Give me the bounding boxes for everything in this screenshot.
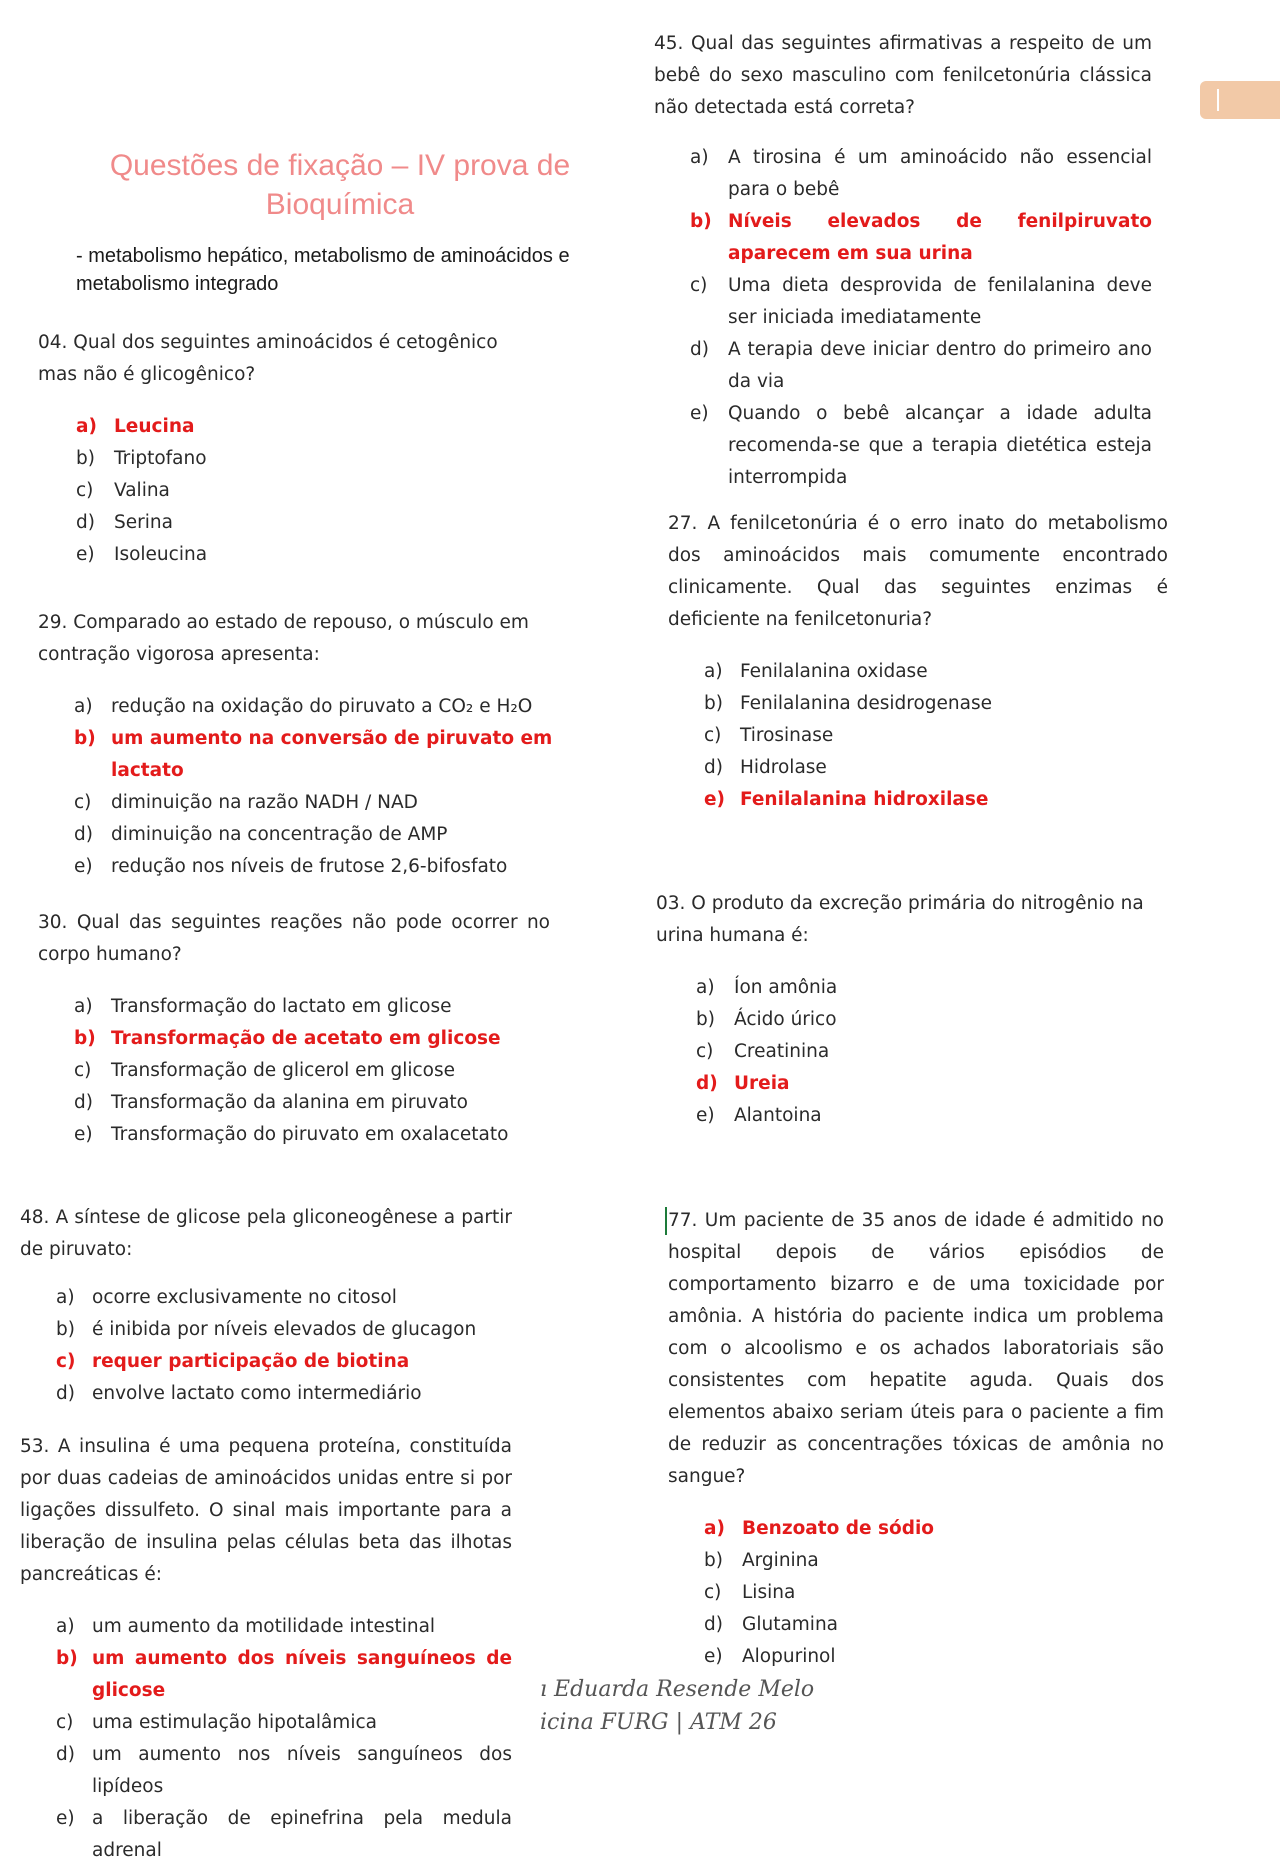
option-text: um aumento dos níveis sanguíneos de glicose: [92, 1648, 512, 1701]
option-letter: a): [56, 1287, 75, 1308]
options-list: [74, 691, 558, 883]
option-letter: b): [704, 1550, 723, 1571]
option-letter: a): [704, 661, 723, 682]
option-text: envolve lactato como intermediário: [92, 1383, 422, 1404]
options-list: [696, 972, 1166, 1132]
option-text: diminuição na razão NADH / NAD: [111, 792, 418, 813]
option-text: ocorre exclusivamente no citosol: [92, 1287, 397, 1308]
option-letter: d): [74, 1092, 93, 1113]
question-27: [668, 508, 1168, 816]
option-text: Triptofano: [114, 448, 207, 469]
option-letter: e): [76, 544, 95, 565]
answer-option: [76, 539, 538, 571]
answer-option: [76, 443, 538, 475]
answer-option: [56, 1282, 512, 1314]
option-letter: a): [74, 696, 93, 717]
answer-option: [696, 1068, 1166, 1100]
question-stem: 77. Um paciente de 35 anos de idade é admitido no hospital depois de vários episódios de comportamento bizarro e de uma toxicidade por amônia. A história do paciente indica um problema com o alcoolismo e os achados laboratoriais são consistentes com hepatite aguda. Quais dos elementos abaixo seriam úteis para o paciente a fim de reduzir as concentrações tóxicas de amônia no sangue?: [668, 1210, 1164, 1487]
answer-option: [704, 656, 1168, 688]
option-letter: e): [690, 403, 709, 424]
question-30: [38, 907, 550, 1151]
answer-option: [56, 1611, 512, 1643]
answer-option: [704, 1513, 1164, 1545]
answer-option: [704, 752, 1168, 784]
question-stem: 27. A fenilcetonúria é o erro inato do metabolismo dos aminoácidos mais comumente encontrado clinicamente. Qual das seguintes enzimas é deficiente na fenilcetonuria?: [668, 513, 1168, 630]
answer-option: [76, 411, 538, 443]
option-text: a liberação de epinefrina pela medula adrenal: [92, 1808, 512, 1861]
options-list: [76, 411, 538, 571]
answer-option: [74, 1087, 550, 1119]
option-letter: d): [74, 824, 93, 845]
option-letter: c): [690, 275, 708, 296]
option-letter: b): [56, 1319, 75, 1340]
option-text: uma estimulação hipotalâmica: [92, 1712, 377, 1733]
options-list: [56, 1611, 512, 1867]
answer-option: [704, 784, 1168, 816]
answer-option: [704, 688, 1168, 720]
option-letter: d): [696, 1073, 718, 1094]
question-stem: 03. O produto da excreção primária do nitrogênio na urina humana é:: [656, 893, 1144, 946]
question-53: [20, 1431, 512, 1867]
question-03: [656, 888, 1166, 1132]
option-letter: b): [74, 1028, 96, 1049]
option-letter: d): [56, 1744, 75, 1765]
option-text: Níveis elevados de fenilpiruvato aparecem em sua urina: [728, 211, 1152, 264]
option-text: Transformação de acetato em glicose: [111, 1028, 501, 1049]
option-text: um aumento da motilidade intestinal: [92, 1616, 436, 1637]
option-letter: d): [704, 757, 723, 778]
option-letter: a): [76, 416, 97, 437]
option-text: Isoleucina: [114, 544, 208, 565]
option-letter: a): [56, 1616, 75, 1637]
option-text: Ureia: [734, 1073, 790, 1094]
option-text: A tirosina é um aminoácido não essencial para o bebê: [728, 147, 1152, 200]
option-text: Valina: [114, 480, 170, 501]
option-letter: e): [56, 1808, 75, 1829]
page-subtitle: - metabolismo hepático, metabolismo de aminoácidos e metabolismo integrado: [76, 245, 570, 295]
question-48: [20, 1202, 512, 1410]
option-letter: d): [56, 1383, 75, 1404]
question-stem: 45. Qual das seguintes afirmativas a respeito de um bebê do sexo masculino com fenilcetonúria clássica não detectada está correta?: [654, 33, 1152, 118]
options-list: [704, 1513, 1164, 1673]
question-stem: 53. A insulina é uma pequena proteína, constituída por duas cadeias de aminoácidos unidas entre si por ligações dissulfeto. O sinal mais importante para a liberação de insulina pelas células beta das ilhotas pancreáticas é:: [20, 1436, 512, 1585]
options-list: [74, 991, 550, 1151]
answer-option: [74, 691, 558, 723]
answer-option: [74, 819, 558, 851]
answer-option: [696, 1100, 1166, 1132]
option-text: Arginina: [742, 1550, 819, 1571]
answer-option: [56, 1739, 512, 1803]
option-text: Transformação do lactato em glicose: [111, 996, 452, 1017]
option-letter: e): [74, 856, 93, 877]
option-letter: b): [76, 448, 95, 469]
option-letter: c): [704, 1582, 722, 1603]
answer-option: [56, 1346, 512, 1378]
option-letter: e): [704, 789, 726, 810]
option-text: é inibida por níveis elevados de glucagon: [92, 1319, 477, 1340]
question-45: [654, 28, 1152, 494]
answer-option: [74, 787, 558, 819]
answer-option: [74, 723, 558, 787]
page-tab: [1200, 81, 1280, 119]
answer-option: [56, 1707, 512, 1739]
option-letter: c): [74, 792, 92, 813]
answer-option: [696, 1004, 1166, 1036]
option-text: Transformação do piruvato em oxalacetato: [111, 1124, 509, 1145]
option-letter: e): [696, 1105, 715, 1126]
option-letter: e): [704, 1646, 723, 1667]
option-letter: c): [74, 1060, 92, 1081]
footer-course: icina FURG | ATM 26: [540, 1710, 777, 1735]
answer-option: [56, 1643, 512, 1707]
question-stem: 04. Qual dos seguintes aminoácidos é cetogênico mas não é glicogênico?: [38, 332, 498, 385]
option-text: Alopurinol: [742, 1646, 836, 1667]
answer-option: [696, 972, 1166, 1004]
option-text: um aumento nos níveis sanguíneos dos lipídeos: [92, 1744, 512, 1797]
option-text: Ácido úrico: [734, 1009, 837, 1030]
option-letter: d): [704, 1614, 723, 1635]
option-text: Fenilalanina oxidase: [740, 661, 928, 682]
question-stem: 48. A síntese de glicose pela gliconeogênese a partir de piruvato:: [20, 1207, 512, 1260]
options-list: [704, 656, 1168, 816]
footer-author: ı Eduarda Resende Melo: [540, 1677, 815, 1702]
option-letter: d): [690, 339, 709, 360]
option-text: Quando o bebê alcançar a idade adulta recomenda-se que a terapia dietética esteja interrompida: [728, 403, 1152, 488]
option-letter: b): [704, 693, 723, 714]
answer-option: [690, 270, 1152, 334]
option-letter: b): [56, 1648, 78, 1669]
options-list: [690, 142, 1152, 494]
option-letter: c): [696, 1041, 714, 1062]
answer-option: [704, 1641, 1164, 1673]
option-text: diminuição na concentração de AMP: [111, 824, 448, 845]
answer-option: [696, 1036, 1166, 1068]
answer-option: [690, 142, 1152, 206]
option-letter: d): [76, 512, 95, 533]
option-letter: c): [704, 725, 722, 746]
answer-option: [76, 475, 538, 507]
answer-option: [76, 507, 538, 539]
answer-option: [704, 1577, 1164, 1609]
option-letter: c): [56, 1351, 76, 1372]
option-text: Íon amônia: [734, 977, 838, 998]
answer-option: [56, 1314, 512, 1346]
question-stem: 30. Qual das seguintes reações não pode ocorrer no corpo humano?: [38, 912, 550, 965]
answer-option: [56, 1378, 512, 1410]
option-text: um aumento na conversão de piruvato em lactato: [111, 728, 553, 781]
answer-option: [74, 1055, 550, 1087]
question-stem: 29. Comparado ao estado de repouso, o músculo em contração vigorosa apresenta:: [38, 612, 529, 665]
answer-option: [704, 1609, 1164, 1641]
answer-option: [690, 398, 1152, 494]
option-text: Fenilalanina desidrogenase: [740, 693, 993, 714]
option-letter: a): [696, 977, 715, 998]
option-letter: b): [74, 728, 96, 749]
option-letter: c): [56, 1712, 74, 1733]
answer-option: [56, 1803, 512, 1867]
text-cursor: [665, 1207, 667, 1235]
page-title: Questões de fixação – IV prova de Bioquímica: [109, 149, 571, 221]
option-text: Transformação de glicerol em glicose: [111, 1060, 456, 1081]
options-list: [56, 1282, 512, 1410]
question-77: [668, 1205, 1164, 1673]
answer-option: [690, 206, 1152, 270]
question-04: [38, 327, 538, 571]
option-text: Fenilalanina hidroxilase: [740, 789, 989, 810]
option-letter: b): [690, 211, 712, 232]
option-text: requer participação de biotina: [92, 1351, 410, 1372]
option-text: Serina: [114, 512, 173, 533]
answer-option: [74, 851, 558, 883]
option-text: Tirosinase: [740, 725, 834, 746]
answer-option: [74, 1119, 550, 1151]
answer-option: [74, 1023, 550, 1055]
option-letter: b): [696, 1009, 715, 1030]
option-letter: a): [704, 1518, 725, 1539]
answer-option: [74, 991, 550, 1023]
option-text: Lisina: [742, 1582, 796, 1603]
page-tab-marker: [1217, 89, 1219, 111]
option-text: Uma dieta desprovida de fenilalanina deve ser iniciada imediatamente: [728, 275, 1152, 328]
option-text: redução na oxidação do piruvato a CO₂ e H₂O: [111, 696, 533, 717]
option-text: Transformação da alanina em piruvato: [111, 1092, 469, 1113]
option-text: Benzoato de sódio: [742, 1518, 935, 1539]
option-letter: a): [690, 147, 709, 168]
option-letter: e): [74, 1124, 93, 1145]
answer-option: [704, 1545, 1164, 1577]
option-text: Creatinina: [734, 1041, 830, 1062]
option-text: A terapia deve iniciar dentro do primeiro ano da via: [728, 339, 1152, 392]
option-text: redução nos níveis de frutose 2,6-bifosfato: [111, 856, 508, 877]
option-text: Leucina: [114, 416, 195, 437]
option-letter: c): [76, 480, 94, 501]
question-29: [38, 607, 558, 883]
answer-option: [704, 720, 1168, 752]
option-text: Glutamina: [742, 1614, 839, 1635]
option-letter: a): [74, 996, 93, 1017]
option-text: Alantoina: [734, 1105, 822, 1126]
answer-option: [690, 334, 1152, 398]
option-text: Hidrolase: [740, 757, 827, 778]
